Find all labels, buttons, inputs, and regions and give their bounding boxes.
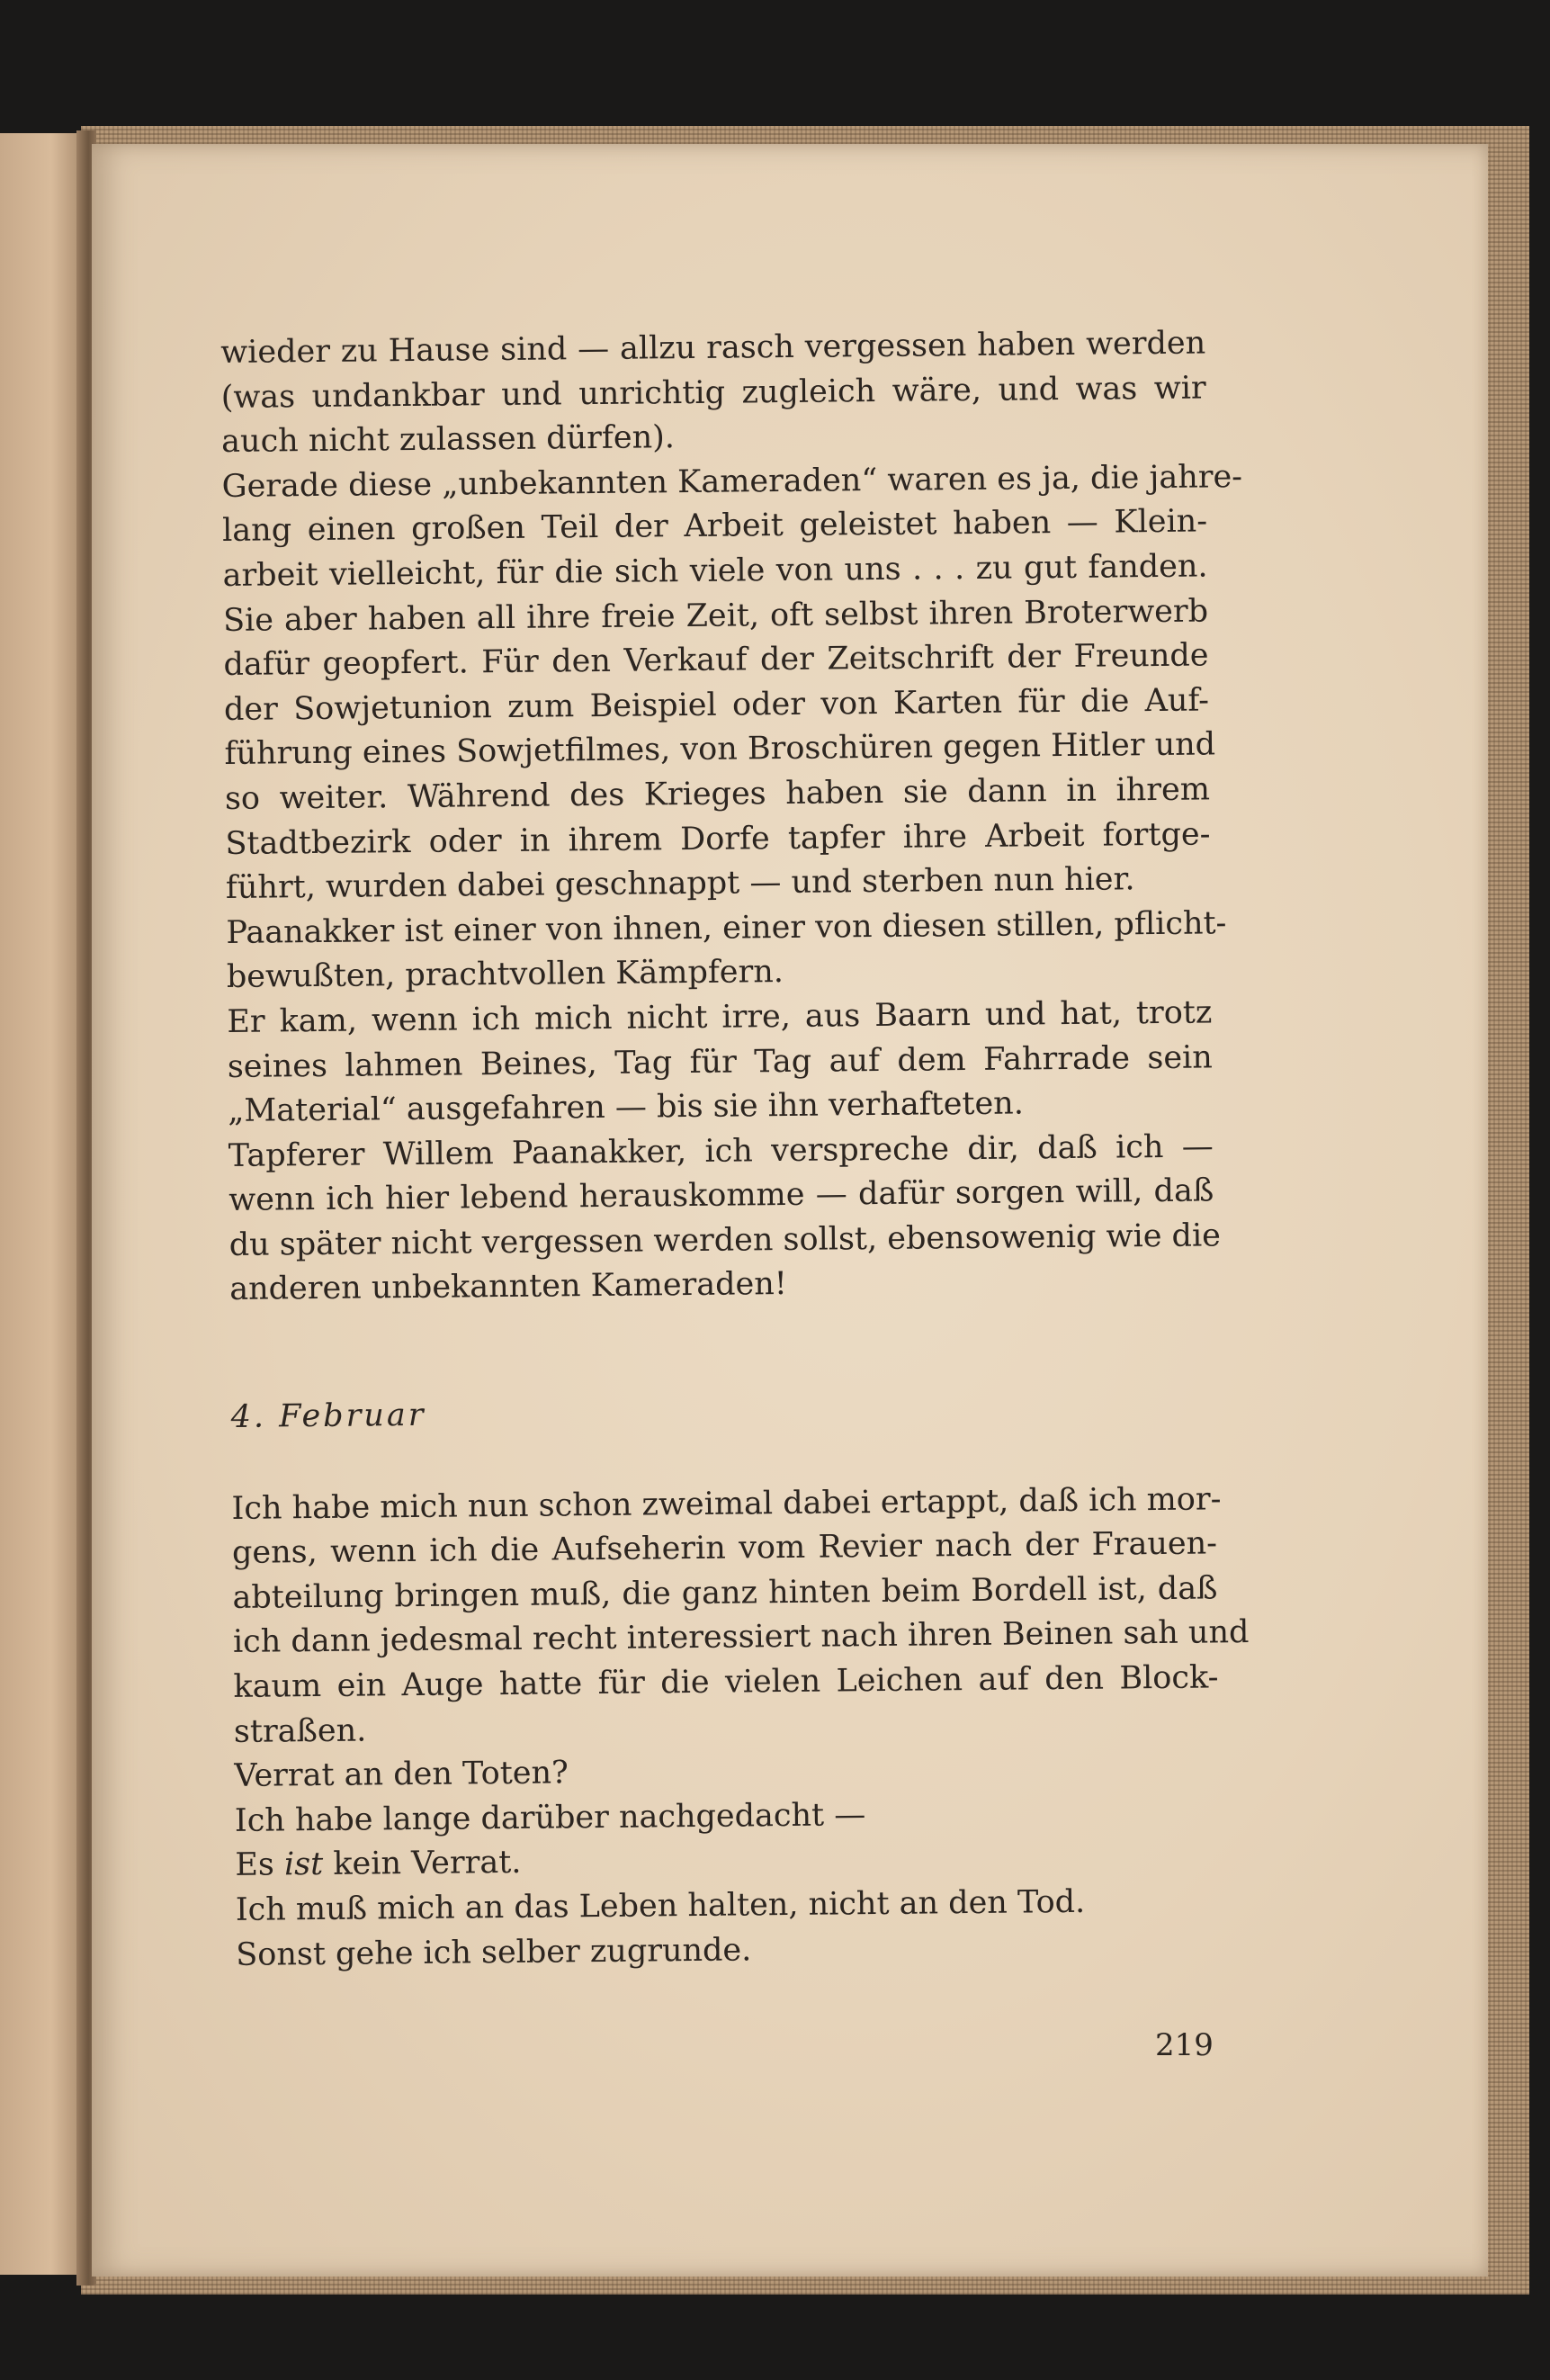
text-fragment: kein Verrat. xyxy=(323,1845,522,1883)
paragraph xyxy=(220,321,1206,464)
text-line: Er kam, wenn ich mich nicht irre, aus Baarn und hat, trotz xyxy=(227,994,1213,1040)
text-line: Sonst gehe ich selber zugrunde. xyxy=(236,1932,752,1973)
facing-page-edge xyxy=(0,133,85,2275)
paragraph xyxy=(221,455,1243,911)
text-line: Tapferer Willem Paanakker, ich verspreche dir, daß ich — xyxy=(228,1128,1214,1174)
text-line: gens, wenn ich die Aufseherin vom Revier nach der Frauen- xyxy=(231,1525,1218,1572)
text-line: Sie aber haben all ihre freie Zeit, oft selbst ihren Broterwerb xyxy=(222,593,1209,639)
paragraph xyxy=(228,1125,1222,1313)
text-line: führt, wurden dabei geschnappt — und sterben nun hier. xyxy=(225,861,1135,907)
text-line: (was undankbar und unrichtig zugleich wäre, und was wir xyxy=(220,370,1206,416)
text-line: abteilung bringen muß, die ganz hinten beim Bordell ist, daß xyxy=(232,1570,1218,1616)
text-line: straßen. xyxy=(233,1712,367,1750)
text-line: Verrat an den Toten? xyxy=(234,1755,569,1795)
text-line: anderen unbekannten Kameraden! xyxy=(229,1266,788,1308)
page-number: 219 xyxy=(1155,2027,1214,2063)
text-line: lang einen großen Teil der Arbeit geleistet haben — Klein- xyxy=(221,503,1208,550)
text-line: so weiter. Während des Krieges haben sie dann in ihrem xyxy=(224,771,1211,817)
text-line: Ich muß mich an das Leben halten, nicht an den Tod. xyxy=(235,1883,1086,1928)
text-line: ich dann jedesmal recht interessiert nach ihren Beinen sah und xyxy=(232,1614,1250,1661)
paragraph xyxy=(227,991,1213,1134)
text-line: bewußten, prachtvollen Kämpfern. xyxy=(226,954,784,996)
section-spacer xyxy=(229,1304,1215,1397)
paragraph xyxy=(226,902,1227,1001)
text-line: wieder zu Hause sind — allzu rasch vergessen haben werden xyxy=(220,325,1206,371)
date-heading: 4. Februar xyxy=(230,1397,426,1436)
text-line: Ich habe lange darüber nachgedacht — xyxy=(234,1797,866,1839)
text-line: Ich habe mich nun schon zweimal dabei ertappt, daß ich mor- xyxy=(231,1481,1222,1527)
text-line: Stadtbezirk oder in ihrem Dorfe tapfer ihre Arbeit fortge- xyxy=(225,815,1211,862)
text-line: führung eines Sowjetfilmes, von Broschüren gegen Hitler und xyxy=(224,726,1216,773)
page-text xyxy=(220,321,1250,1978)
emphasis-text: ist xyxy=(283,1846,324,1883)
text-line: der Sowjetunion zum Beispiel oder von Karten für die Auf- xyxy=(223,682,1210,728)
text-line: wenn ich hier lebend herauskomme — dafür sorgen will, daß xyxy=(228,1172,1214,1219)
text-line: „Material“ ausgefahren — bis sie ihn verhafteten. xyxy=(228,1085,1025,1130)
text-fragment: Es xyxy=(235,1846,285,1884)
text-line: auch nicht zulassen dürfen). xyxy=(220,419,676,461)
text-line: Gerade diese „unbekannten Kameraden“ waren es ja, die jahre- xyxy=(221,458,1243,505)
text-line: arbeit vielleicht, für die sich viele von uns . . . zu gut fanden. xyxy=(222,548,1208,594)
text-line: seines lahmen Beines, Tag für Tag auf dem Fahrrade sein xyxy=(227,1038,1213,1085)
text-line: Paanakker ist einer von ihnen, einer von diesen stillen, pflicht- xyxy=(226,905,1227,951)
paragraph xyxy=(231,1477,1250,1755)
text-line: du später nicht vergessen werden sollst, ebensowenig wie die xyxy=(228,1217,1222,1263)
text-line: dafür geopfert. Für den Verkauf der Zeitschrift der Freunde xyxy=(223,637,1209,684)
text-line: kaum ein Auge hatte für die vielen Leichen auf den Block- xyxy=(233,1659,1219,1705)
